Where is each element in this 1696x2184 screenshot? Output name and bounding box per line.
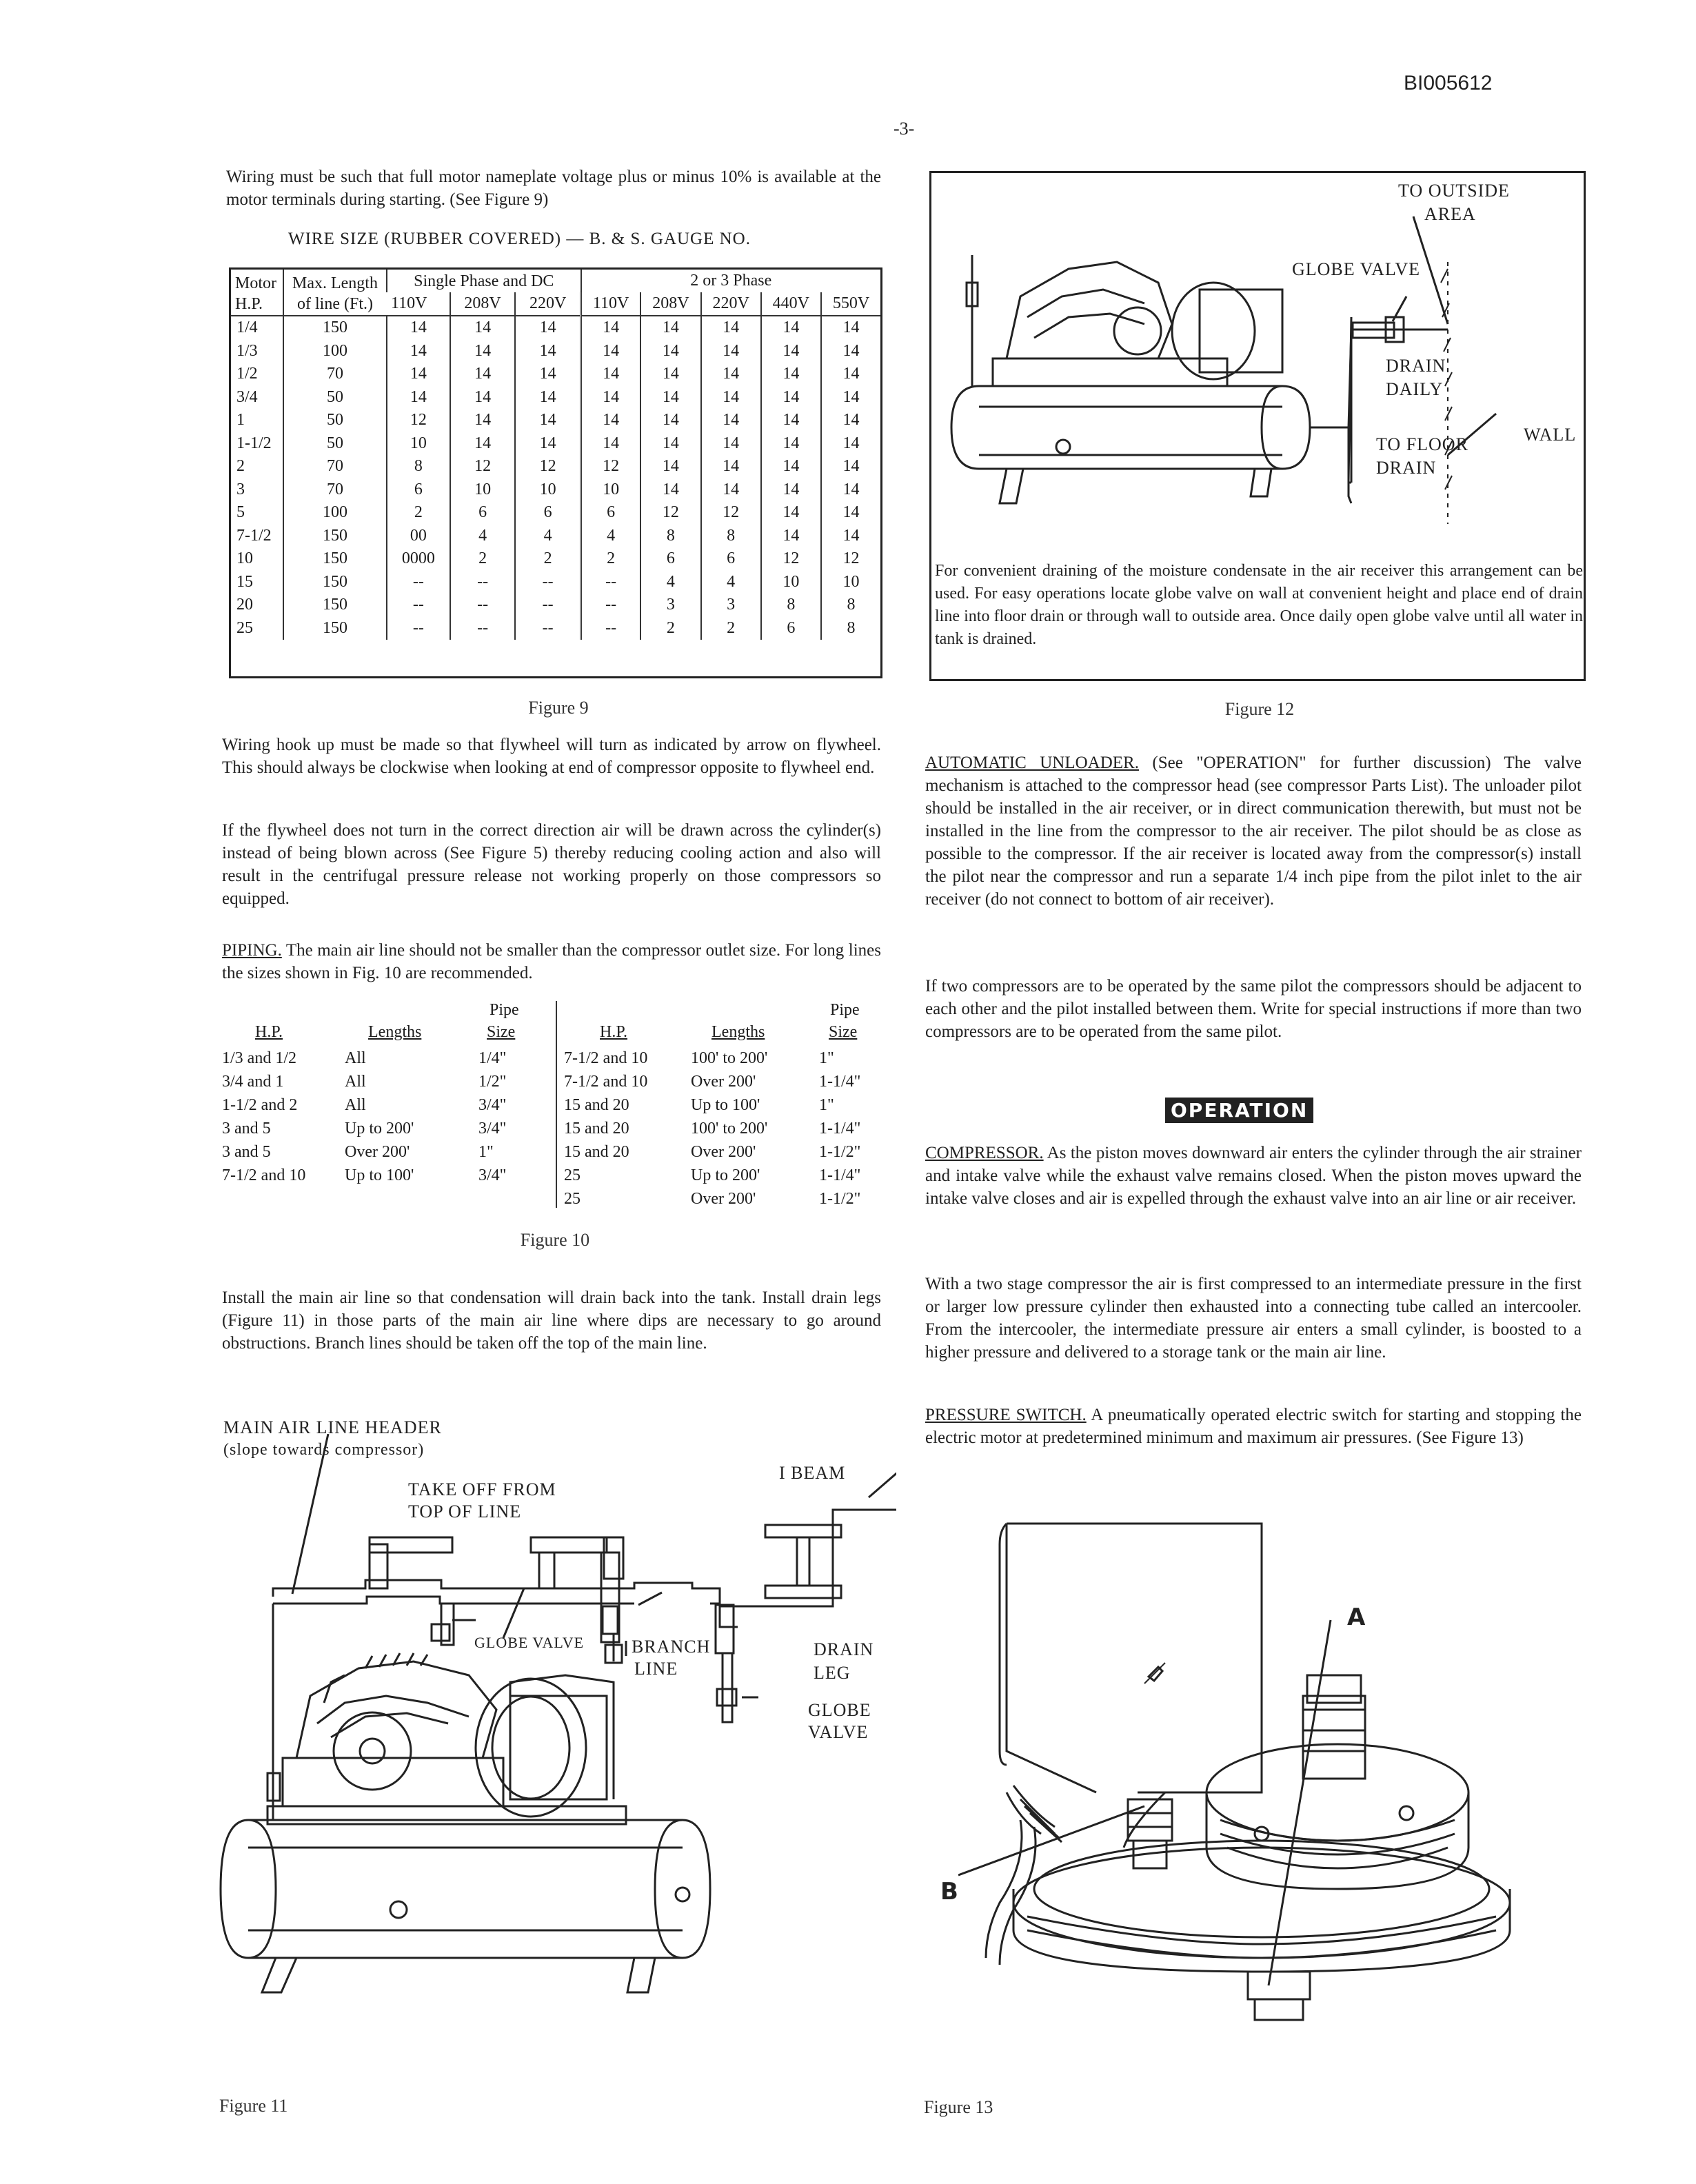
pipe-table-cell: 25 — [564, 1166, 581, 1184]
table-cell: 4 — [581, 525, 641, 548]
fig12-floor-label: TO FLOOR — [1376, 434, 1468, 454]
table-cell: -- — [581, 617, 641, 640]
unloader-paragraph — [925, 751, 1582, 911]
voltage-header: 208V — [450, 292, 515, 316]
table-cell: 14 — [515, 316, 581, 340]
table-cell: 12 — [450, 455, 515, 478]
table-cell: 14 — [701, 478, 761, 502]
table-cell: 6 — [701, 547, 761, 571]
table-cell: 100 — [283, 501, 387, 525]
piping-heading: PIPING. — [222, 941, 282, 960]
compressor-text: As the piston moves downward air enters the cylinder through the air strainer and intake valve while the exhaust valve remains closed. When the piston moves upward the intake valve closes and air is expelled through the exhaust valve into an air line or air receiver. — [925, 1144, 1582, 1208]
table-cell: 150 — [283, 617, 387, 640]
pipe-table-cell: 1-1/4" — [819, 1073, 861, 1091]
table-cell: 10 — [581, 478, 641, 502]
table-cell: 2 — [450, 547, 515, 571]
table-cell: 70 — [283, 478, 387, 502]
table-cell: 14 — [387, 363, 450, 386]
pipe-table-cell: Over 200' — [691, 1190, 756, 1208]
table-cell: 14 — [761, 525, 821, 548]
compressor-paragraph — [925, 1142, 1582, 1210]
table-cell: 14 — [387, 386, 450, 410]
table-cell: 6 — [640, 547, 700, 571]
table-cell: 14 — [515, 409, 581, 432]
two-stage-paragraph: With a two stage compressor the air is first compressed to an intermediate pressure in the first or larger low pressure cylinder then exhausted into a connecting tube called an intercooler. From the intercooler, the intermediate pressure air enters a small cylinder, is boosted to a higher pressure and delivered to a storage tank or the main air line. — [925, 1275, 1582, 1362]
pipe-rows — [219, 1001, 884, 1222]
table-cell: -- — [387, 594, 450, 617]
install-paragraph: Install the main air line so that condensation will drain back into the tank. Install drain legs (Figure 11) in those parts of the main air line where dips are necessary to go around obstructions. Branch lines should be taken off the top of the main line. — [222, 1288, 881, 1353]
table-cell: 14 — [821, 525, 880, 548]
table-cell: 14 — [761, 363, 821, 386]
table-cell: 14 — [640, 409, 700, 432]
table-cell: 2 — [387, 501, 450, 525]
pipe-left-pipe-header: Pipe — [489, 1001, 519, 1019]
table-cell: 20 — [236, 596, 253, 614]
pipe-table-cell: 1" — [819, 1096, 834, 1114]
table-row — [231, 571, 880, 594]
col-max-length: Max. Length of line (Ft.) — [283, 270, 387, 316]
table-row — [231, 340, 880, 363]
table-cell: 14 — [640, 316, 700, 340]
table-cell: 15 — [236, 572, 253, 591]
pipe-table-cell: 15 and 20 — [564, 1096, 629, 1114]
table-cell: 10 — [236, 549, 253, 567]
table-cell: 6 — [515, 501, 581, 525]
table-cell: 2 — [640, 617, 700, 640]
table-cell: 8 — [701, 525, 761, 548]
pipe-table-cell: 3 and 5 — [222, 1120, 271, 1138]
voltage-header: 440V — [761, 292, 821, 316]
table-cell: 4 — [450, 525, 515, 548]
table-cell: 14 — [450, 432, 515, 456]
fig11-valve2-label: VALVE — [808, 1722, 869, 1742]
fig11-topline-label: TOP OF LINE — [408, 1502, 522, 1521]
table-cell: 14 — [761, 501, 821, 525]
pipe-table-cell: 1/3 and 1/2 — [222, 1049, 296, 1067]
table-cell: 2 — [701, 617, 761, 640]
pipe-table-cell: 1-1/2 and 2 — [222, 1096, 298, 1114]
table-cell: 8 — [761, 594, 821, 617]
pipe-table-cell: 100' to 200' — [691, 1049, 768, 1067]
table-cell: 10 — [515, 478, 581, 502]
table-cell: 50 — [283, 432, 387, 456]
table-cell: 14 — [821, 501, 880, 525]
table-cell: -- — [450, 594, 515, 617]
table-row — [231, 432, 880, 456]
pipe-left-size-header: Size — [487, 1023, 516, 1041]
pipe-table-cell: 1" — [478, 1143, 494, 1161]
table-cell: 10 — [821, 571, 880, 594]
table-cell: -- — [515, 594, 581, 617]
pipe-table-cell: 3/4" — [478, 1120, 507, 1138]
table-cell: 1 — [236, 411, 245, 429]
pipe-table-cell: Up to 200' — [691, 1166, 760, 1184]
fig11-line-label: LINE — [634, 1659, 678, 1679]
table-cell: 14 — [761, 386, 821, 410]
table-cell: 14 — [761, 455, 821, 478]
pipe-table-cell: Over 200' — [345, 1143, 410, 1161]
voltage-header: 550V — [821, 292, 880, 316]
fig12-wall-label: WALL — [1524, 425, 1577, 445]
fig11-header-label: MAIN AIR LINE HEADER — [223, 1417, 442, 1437]
operation-heading: OPERATION — [1165, 1098, 1313, 1123]
table-cell: 14 — [821, 316, 880, 340]
table-cell: 1/4 — [236, 318, 258, 336]
pipe-table-cell: 3/4 and 1 — [222, 1073, 284, 1091]
pipe-table-cell: 3/4" — [478, 1166, 507, 1184]
table-cell: 70 — [283, 455, 387, 478]
figure-12-drawing — [938, 179, 1558, 538]
table-cell: 14 — [640, 455, 700, 478]
table-cell: 14 — [701, 363, 761, 386]
fig11-drain-label: DRAIN — [814, 1639, 874, 1659]
pipe-table-cell: 15 and 20 — [564, 1120, 629, 1138]
pipe-table-cell: 15 and 20 — [564, 1143, 629, 1161]
pipe-table-cell: 1/4" — [478, 1049, 507, 1067]
table-cell: 14 — [581, 432, 641, 456]
table-cell: 14 — [515, 340, 581, 363]
piping-paragraph — [222, 939, 881, 984]
table-cell: 14 — [701, 316, 761, 340]
pipe-table-cell: Up to 100' — [345, 1166, 414, 1184]
voltage-header: 110V — [387, 292, 450, 316]
table-cell: 14 — [387, 316, 450, 340]
table-cell: 14 — [761, 316, 821, 340]
figure-9-caption: Figure 9 — [528, 698, 589, 718]
table-row — [231, 478, 880, 502]
table-cell: 14 — [515, 386, 581, 410]
fig11-branch-label: BRANCH — [632, 1637, 711, 1657]
table-cell: -- — [515, 571, 581, 594]
table-cell: 3 — [701, 594, 761, 617]
fig13-label-a: A — [1347, 1604, 1366, 1631]
fig12-globe-label: GLOBE VALVE — [1292, 259, 1421, 279]
figure-11-drawing — [207, 1434, 896, 2054]
table-cell: 14 — [821, 386, 880, 410]
voltage-header: 110V — [581, 292, 641, 316]
table-cell: 25 — [236, 618, 253, 637]
pipe-right-lengths-header: Lengths — [711, 1023, 765, 1041]
table-row — [231, 525, 880, 548]
table-cell: 14 — [450, 409, 515, 432]
table-cell: 14 — [640, 363, 700, 386]
table-cell: 0000 — [387, 547, 450, 571]
document-id: BI005612 — [1404, 72, 1493, 94]
table-cell: 14 — [515, 432, 581, 456]
table-cell: 14 — [640, 340, 700, 363]
fig12-daily-label: DAILY — [1386, 379, 1444, 399]
table-cell: 14 — [515, 363, 581, 386]
pressure-switch-paragraph — [925, 1404, 1582, 1449]
pipe-table-cell: 100' to 200' — [691, 1120, 768, 1138]
table-cell: 12 — [761, 547, 821, 571]
table-cell: 50 — [283, 409, 387, 432]
figure-13-caption: Figure 13 — [924, 2097, 993, 2117]
table-cell: 14 — [761, 409, 821, 432]
table-cell: 14 — [450, 316, 515, 340]
table-cell: -- — [387, 571, 450, 594]
pipe-table-cell: Up to 200' — [345, 1120, 414, 1138]
table-cell: 8 — [640, 525, 700, 548]
table-cell: 2 — [581, 547, 641, 571]
table-cell: 150 — [283, 594, 387, 617]
table-cell: 3 — [236, 480, 245, 498]
pipe-table-cell: All — [345, 1049, 366, 1067]
table-cell: 150 — [283, 571, 387, 594]
table-cell: 14 — [821, 455, 880, 478]
pipe-table-cell: All — [345, 1073, 366, 1091]
pipe-right-hp-header: H.P. — [600, 1023, 628, 1041]
table-cell: 2 — [515, 547, 581, 571]
table-cell: 10 — [450, 478, 515, 502]
table-cell: 6 — [450, 501, 515, 525]
fig11-slope-label: (slope towards compressor) — [223, 1441, 425, 1459]
table-cell: 14 — [701, 409, 761, 432]
table-cell: 8 — [821, 617, 880, 640]
pipe-table-cell: Over 200' — [691, 1143, 756, 1161]
pipe-size-table — [219, 1001, 884, 1222]
voltage-header: 220V — [515, 292, 581, 316]
table-cell: 14 — [640, 478, 700, 502]
fig11-globe-valve-label: GLOBE VALVE — [474, 1634, 585, 1651]
pipe-table-cell: 1-1/4" — [819, 1166, 861, 1184]
compressor-heading: COMPRESSOR. — [925, 1144, 1044, 1162]
voltage-header: 208V — [640, 292, 700, 316]
pipe-table-cell: 7-1/2 and 10 — [564, 1049, 648, 1067]
piping-text: The main air line should not be smaller than the compressor outlet size. For long lines the sizes shown in Fig. 10 are recommended. — [222, 941, 881, 982]
table-cell: -- — [387, 617, 450, 640]
table-row — [231, 363, 880, 386]
table-cell: 14 — [640, 432, 700, 456]
table-cell: 14 — [821, 363, 880, 386]
col-three-phase: 2 or 3 Phase — [581, 270, 880, 292]
table-cell: 14 — [581, 386, 641, 410]
table-cell: 100 — [283, 340, 387, 363]
pipe-left-hp-header: H.P. — [255, 1023, 283, 1041]
figure-12-caption: Figure 12 — [1224, 699, 1295, 719]
table-cell: 12 — [581, 455, 641, 478]
table-row — [231, 409, 880, 432]
pipe-table-cell: Up to 100' — [691, 1096, 760, 1114]
table-cell: 14 — [761, 340, 821, 363]
table-row — [231, 316, 880, 340]
table-cell: 14 — [581, 316, 641, 340]
pipe-table-cell: 7-1/2 and 10 — [222, 1166, 306, 1184]
fig13-label-b: B — [940, 1878, 959, 1905]
fig12-outside-label: TO OUTSIDE — [1398, 181, 1510, 201]
table-row — [231, 386, 880, 410]
wire-size-table — [229, 267, 882, 678]
pressure-switch-heading: PRESSURE SWITCH. — [925, 1406, 1087, 1424]
pipe-table-cell: 1" — [819, 1049, 834, 1067]
table-cell: 14 — [450, 340, 515, 363]
fig11-ibeam-label: I BEAM — [779, 1463, 846, 1483]
table-cell: 50 — [283, 386, 387, 410]
col-motor-hp: Motor H.P. — [231, 270, 283, 316]
pipe-table-cell: 1-1/4" — [819, 1120, 861, 1138]
table-cell: 14 — [387, 340, 450, 363]
table-cell: 14 — [761, 478, 821, 502]
table-cell: 14 — [701, 386, 761, 410]
table-cell: 14 — [821, 340, 880, 363]
pipe-right-pipe-header: Pipe — [830, 1001, 860, 1019]
table-cell: 14 — [821, 432, 880, 456]
table-cell: 4 — [640, 571, 700, 594]
pipe-table-cell: 7-1/2 and 10 — [564, 1073, 648, 1091]
table-cell: 10 — [387, 432, 450, 456]
figure-11-caption: Figure 11 — [219, 2096, 288, 2116]
wiring-intro: Wiring must be such that full motor nameplate voltage plus or minus 10% is available at the motor terminals during starting. (See Figure 9) — [226, 168, 881, 209]
table-cell: 12 — [640, 501, 700, 525]
table-cell: 14 — [640, 386, 700, 410]
page-number: -3- — [894, 119, 915, 139]
fig12-area-label: AREA — [1424, 204, 1476, 224]
table-cell: 14 — [450, 363, 515, 386]
table-cell: 14 — [761, 432, 821, 456]
table-cell: 1/2 — [236, 365, 258, 383]
fig12-drain-label: DRAIN — [1386, 356, 1446, 376]
pipe-table-cell: 1-1/2" — [819, 1190, 861, 1208]
col-single-phase: Single Phase and DC — [387, 270, 581, 292]
pipe-table-cell: 3/4" — [478, 1096, 507, 1114]
table-cell: 150 — [283, 547, 387, 571]
table-cell: 5 — [236, 503, 245, 521]
table-row — [231, 594, 880, 617]
table-cell: 14 — [701, 340, 761, 363]
fig12-floordrain-label: DRAIN — [1376, 458, 1437, 478]
table-cell: 8 — [821, 594, 880, 617]
table-cell: 8 — [387, 455, 450, 478]
table-cell: -- — [515, 617, 581, 640]
fig11-globe2-label: GLOBE — [808, 1700, 871, 1720]
table-cell: -- — [450, 617, 515, 640]
fig11-leg-label: LEG — [814, 1663, 851, 1683]
table-cell: 3 — [640, 594, 700, 617]
hookup-paragraph: Wiring hook up must be made so that flywheel will turn as indicated by arrow on flywheel. This should always be clockwise when looking at end of compressor opposite to flywheel end. — [222, 736, 881, 777]
pipe-table-cell: 1/2" — [478, 1073, 507, 1091]
table-cell: 14 — [450, 386, 515, 410]
table-cell: 14 — [581, 340, 641, 363]
table-cell: 12 — [701, 501, 761, 525]
pipe-left-lengths-header: Lengths — [368, 1023, 422, 1041]
pipe-table-cell: Over 200' — [691, 1073, 756, 1091]
table-cell: 14 — [581, 409, 641, 432]
table-cell: 12 — [387, 409, 450, 432]
table-cell: 10 — [761, 571, 821, 594]
table-cell: 12 — [821, 547, 880, 571]
table-cell: 3/4 — [236, 387, 258, 406]
table-cell: -- — [581, 594, 641, 617]
table-cell: -- — [581, 571, 641, 594]
table-cell: 6 — [387, 478, 450, 502]
figure-13-drawing — [958, 1503, 1524, 2027]
unloader-text: (See "OPERATION" for further discussion) The valve mechanism is attached to the compressor head (see compressor Parts List). The unloader pilot should be installed in the air receiver, or in direct communication therewith, but must not be installed in the line from the compressor to the air receiver. The pilot should be as close as possible to the compressor. If the air receiver is located away from the compressor(s) install the pilot near the compressor and run a separate 1/4 inch pipe from the pilot inlet to the air receiver (do not connect to bottom of air receiver). — [925, 754, 1582, 909]
table-cell: 7-1/2 — [236, 526, 272, 545]
table-cell: 150 — [283, 316, 387, 340]
voltage-header: 220V — [701, 292, 761, 316]
table-cell: 150 — [283, 525, 387, 548]
flywheel-paragraph: If the flywheel does not turn in the correct direction air will be drawn across the cylinder(s) instead of being blown across (See Figure 5) thereby reducing cooling action and also will result in the centrifugal pressure release not working properly on those compressors so equipped. — [222, 821, 881, 908]
pressure-switch-text: A pneumatically operated electric switch for starting and stopping the electric motor at predetermined minimum and maximum air pressures. (See Figure 13) — [925, 1406, 1582, 1447]
table-cell: 6 — [581, 501, 641, 525]
table-cell: 14 — [581, 363, 641, 386]
table-row — [231, 455, 880, 478]
table-row — [231, 547, 880, 571]
table-cell: 14 — [701, 455, 761, 478]
table-cell: 70 — [283, 363, 387, 386]
unloader-heading: AUTOMATIC UNLOADER. — [925, 754, 1139, 772]
figure-10-caption: Figure 10 — [520, 1230, 590, 1250]
figure-12-description: For convenient draining of the moisture condensate in the air receiver this arrangement can be used. For easy operations locate globe valve on wall at convenient height and place end of drain line into floor drain or through wall to outside area. Once daily open globe valve until all water in tank is drained. — [935, 562, 1583, 648]
table-cell: 00 — [387, 525, 450, 548]
pipe-table-cell: 3 and 5 — [222, 1143, 271, 1161]
table-cell: 1-1/2 — [236, 434, 272, 452]
table-cell: 14 — [821, 409, 880, 432]
table-cell: 4 — [515, 525, 581, 548]
table-cell: 4 — [701, 571, 761, 594]
wire-table-title: WIRE SIZE (RUBBER COVERED) — B. & S. GAUGE NO. — [288, 230, 751, 248]
table-cell: 6 — [761, 617, 821, 640]
pipe-right-size-header: Size — [829, 1023, 858, 1041]
table-cell: 12 — [515, 455, 581, 478]
pipe-table-cell: 25 — [564, 1190, 581, 1208]
table-cell: 14 — [821, 478, 880, 502]
fig11-takeoff-label: TAKE OFF FROM — [408, 1479, 556, 1499]
pipe-table-cell: All — [345, 1096, 366, 1114]
table-cell: 1/3 — [236, 341, 258, 360]
table-row — [231, 501, 880, 525]
table-cell: -- — [450, 571, 515, 594]
table-row — [231, 617, 880, 640]
table-cell: 2 — [236, 457, 245, 475]
table-cell: 14 — [701, 432, 761, 456]
pipe-table-cell: 1-1/2" — [819, 1143, 861, 1161]
two-compressors-paragraph: If two compressors are to be operated by the same pilot the compressors should be adjacent to each other and the pilot installed between them. Write for special instructions if more than two compressors are to be operated from the same pilot. — [925, 977, 1582, 1041]
